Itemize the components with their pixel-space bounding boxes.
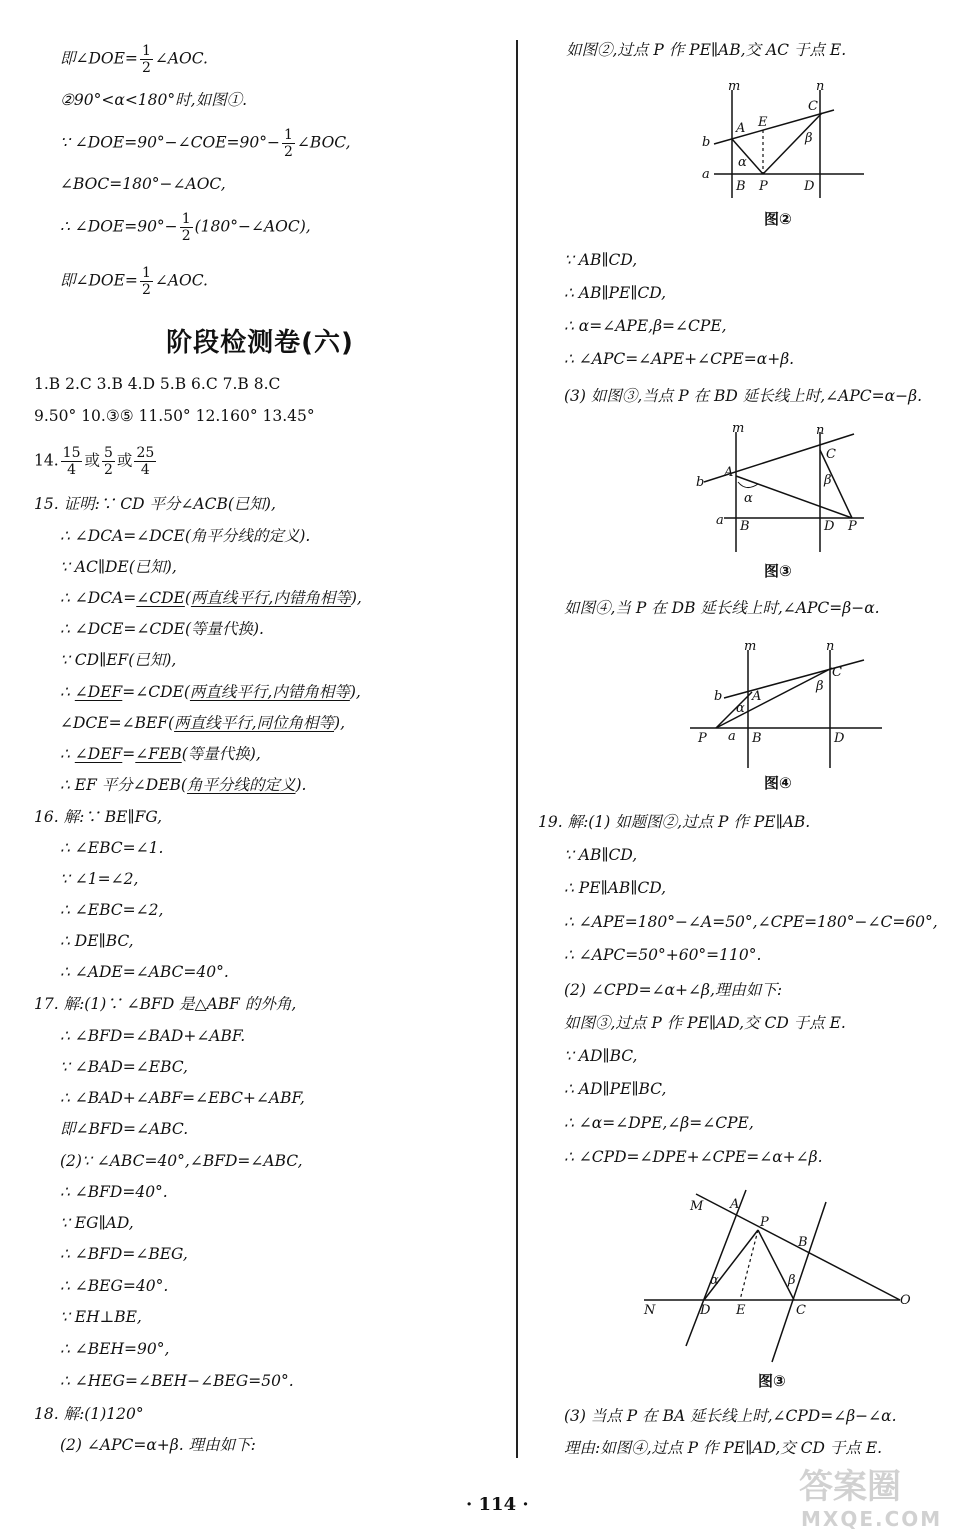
figure-caption: 图② [764,210,792,228]
svg-text:C: C [796,1303,806,1318]
solution-line: ∴ ∠EBC=∠1. [60,839,164,857]
fraction: $\frac{1}{2}$ [284,127,293,160]
svg-text:B: B [798,1235,808,1250]
svg-text:n: n [826,640,835,654]
answer-row: 1.B 2.C 3.B 4.D 5.B 6.C 7.B 8.C [34,375,281,393]
solution-line: 理由:如图④,过点 P 作 PE∥AD,交 CD 于点 E. [564,1439,883,1457]
solution-line: ∵ EH⊥BE, [60,1308,142,1326]
svg-text:β: β [805,131,813,146]
solution-line: ∵ EG∥AD, [60,1214,134,1232]
svg-text:E: E [758,115,768,130]
text-line: ∴ ∠APC=∠APE+∠CPE=α+β. [564,350,795,368]
svg-text:a: a [716,513,724,528]
solution-line: 即∠BFD=∠ABC. [60,1120,189,1138]
svg-text:β: β [816,679,824,694]
figure-caption: 图③ [758,1372,786,1390]
proof-line: ∠DCE=∠BEF(两直线平行,同位角相等), [60,714,345,732]
solution-line: (3) 当点 P 在 BA 延长线上时,∠CPD=∠β−∠α. [564,1407,897,1425]
proof-line: ∴ ∠DCE=∠CDE(等量代换). [60,620,264,638]
solution-line: ∴ PE∥AB∥CD, [564,879,667,897]
solution-line: ∵ ∠BAD=∠EBC, [60,1058,188,1076]
text-line: ∴ AB∥PE∥CD, [564,284,667,302]
svg-text:B: B [736,179,746,194]
svg-text:C: C [832,665,842,680]
svg-text:E: E [736,1303,746,1318]
solution-line: ∴ ∠BAD+∠ABF=∠EBC+∠ABF, [60,1089,305,1107]
solution-line: 17. 解:(1)∵ ∠BFD 是△ABF 的外角, [34,995,297,1013]
solution-line: (2) ∠CPD=∠α+∠β,理由如下: [564,981,783,999]
svg-text:β: β [788,1273,796,1288]
fraction: $\frac{5}{2}$ [104,445,113,478]
solution-line: ∴ ∠CPD=∠DPE+∠CPE=∠α+∠β. [564,1148,823,1166]
text-line: ∵ AB∥CD, [564,251,638,269]
solution-line: ∵ AD∥BC, [564,1047,638,1065]
text-line: 如图②,过点 P 作 PE∥AB,交 AC 于点 E. [566,41,847,59]
solution-line: 16. 解:∵ BE∥FG, [34,808,163,826]
svg-text:a: a [728,729,736,744]
svg-text:D: D [700,1303,711,1318]
solution-line: ∴ AD∥PE∥BC, [564,1080,667,1098]
proof-line: ∴ ∠DCA=∠CDE(两直线平行,内错角相等), [60,589,362,607]
svg-text:n: n [816,423,825,438]
solution-line: ∵ ∠1=∠2, [60,870,139,888]
figure-caption: 图④ [764,774,792,792]
svg-text:α: α [744,491,753,506]
svg-text:O: O [900,1293,911,1308]
svg-text:m: m [732,421,745,436]
solution-line: ∵ AB∥CD, [564,846,638,864]
svg-text:α: α [710,1273,719,1288]
watermark-logo [795,1460,965,1532]
proof-line: ∵ CD∥EF(已知), [60,651,177,669]
svg-text:A: A [730,1197,740,1212]
svg-text:m: m [728,80,741,94]
svg-text:C: C [826,447,836,462]
solution-line: ∴ ∠HEG=∠BEH−∠BEG=50°. [60,1372,294,1390]
text-line: ∵ ∠DOE=90°−∠COE=90°− $\frac{1}{2}$ ∠BOC, [60,127,351,160]
svg-text:a: a [702,167,710,182]
svg-text:P: P [759,179,768,194]
fraction: $\frac{15}{4}$ [62,445,81,478]
text-line: ∴ α=∠APE,β=∠CPE, [564,317,727,335]
fraction: $\frac{1}{2}$ [141,265,151,298]
solution-line: 18. 解:(1)120° [34,1405,144,1423]
text-line: 即∠DOE= $\frac{1}{2}$ ∠AOC. [60,43,208,76]
text-line: ∠BOC=180°−∠AOC, [60,175,226,193]
svg-text:B: B [752,731,762,746]
figure-3-diagram [696,420,866,554]
proof-line: ∴ EF 平分∠DEB(角平分线的定义). [60,776,307,794]
svg-text:D: D [804,179,815,194]
fraction: $\frac{25}{4}$ [136,445,155,478]
svg-text:C: C [808,99,818,114]
solution-line: ∴ ∠BFD=40°. [60,1183,168,1201]
svg-text:b: b [696,475,705,490]
solution-line: ∴ ∠BEG=40°. [60,1277,169,1295]
solution-line: ∴ ∠APC=50°+60°=110°. [564,946,762,964]
svg-text:MXQE.COM: MXQE.COM [801,1507,943,1531]
answer-row: 9.50° 10.③⑤ 11.50° 12.160° 13.45° [34,407,315,425]
solution-line: ∴ DE∥BC, [60,932,134,950]
proof-line: 15. 证明:∵ CD 平分∠ACB(已知), [34,495,276,513]
solution-line: ∴ ∠APE=180°−∠A=50°,∠CPE=180°−∠C=60°, [564,913,938,931]
text-line: (3) 如图③,当点 P 在 BD 延长线上时,∠APC=α−β. [564,387,922,405]
solution-line: (2)∵ ∠ABC=40°,∠BFD=∠ABC, [60,1152,303,1170]
column-divider [516,40,518,1458]
svg-text:α: α [736,701,745,716]
text-line: ②90°<α<180°时,如图①. [60,91,247,109]
solution-line: ∴ ∠BFD=∠BEG, [60,1245,188,1263]
solution-line: (2) ∠APC=α+β. 理由如下: [60,1436,256,1454]
figure-4-diagram [686,640,886,770]
figure-19-3-diagram [638,1186,918,1366]
svg-text:m: m [744,640,757,654]
svg-text:B: B [740,519,750,534]
proof-line: ∴ ∠DCA=∠DCE(角平分线的定义). [60,527,311,545]
svg-text:N: N [644,1303,656,1318]
text-line: 即∠DOE= $\frac{1}{2}$ ∠AOC. [60,265,208,298]
svg-text:P: P [760,1215,769,1230]
fraction: $\frac{1}{2}$ [141,43,151,76]
svg-text:P: P [848,519,857,534]
solution-line: ∴ ∠EBC=∠2, [60,901,164,919]
fraction: $\frac{1}{2}$ [181,211,191,244]
solution-line: ∴ ∠BFD=∠BAD+∠ABF. [60,1027,246,1045]
proof-line: ∴ ∠DEF=∠FEB(等量代换), [60,745,261,763]
svg-text:M: M [690,1199,704,1214]
section-title: 阶段检测卷(六) [166,328,354,358]
svg-text:P: P [698,731,707,746]
text-line: 如图④,当 P 在 DB 延长线上时,∠APC=β−α. [564,599,880,617]
svg-text:n: n [816,80,825,94]
proof-line: ∴ ∠DEF=∠CDE(两直线平行,内错角相等), [60,683,361,701]
figure-caption: 图③ [764,562,792,580]
svg-text:α: α [738,155,747,170]
figure-2-diagram [700,80,870,200]
svg-text:b: b [702,135,711,150]
svg-text:D: D [824,519,835,534]
svg-text:D: D [834,731,845,746]
svg-text:b: b [714,689,723,704]
text-line: ∴ ∠DOE=90°− $\frac{1}{2}$ (180°−∠AOC), [60,211,311,244]
svg-text:A: A [752,689,762,704]
solution-line: 如图③,过点 P 作 PE∥AD,交 CD 于点 E. [564,1014,846,1032]
solution-line: ∴ ∠α=∠DPE,∠β=∠CPE, [564,1114,754,1132]
svg-text:答案圈: 答案圈 [799,1467,901,1507]
svg-text:β: β [824,473,832,488]
solution-line: 19. 解:(1) 如题图②,过点 P 作 PE∥AB. [538,813,811,831]
solution-line: ∴ ∠BEH=90°, [60,1340,170,1358]
answer-row: 14. $\frac{15}{4}$ 或 $\frac{5}{2}$ 或 $\frac{25}{4}$ [34,445,155,478]
solution-line: ∴ ∠ADE=∠ABC=40°. [60,963,229,981]
page-number: · 114 · [466,1494,529,1515]
svg-text:A: A [736,121,746,136]
svg-text:A: A [724,465,734,480]
proof-line: ∵ AC∥DE(已知), [60,558,177,576]
